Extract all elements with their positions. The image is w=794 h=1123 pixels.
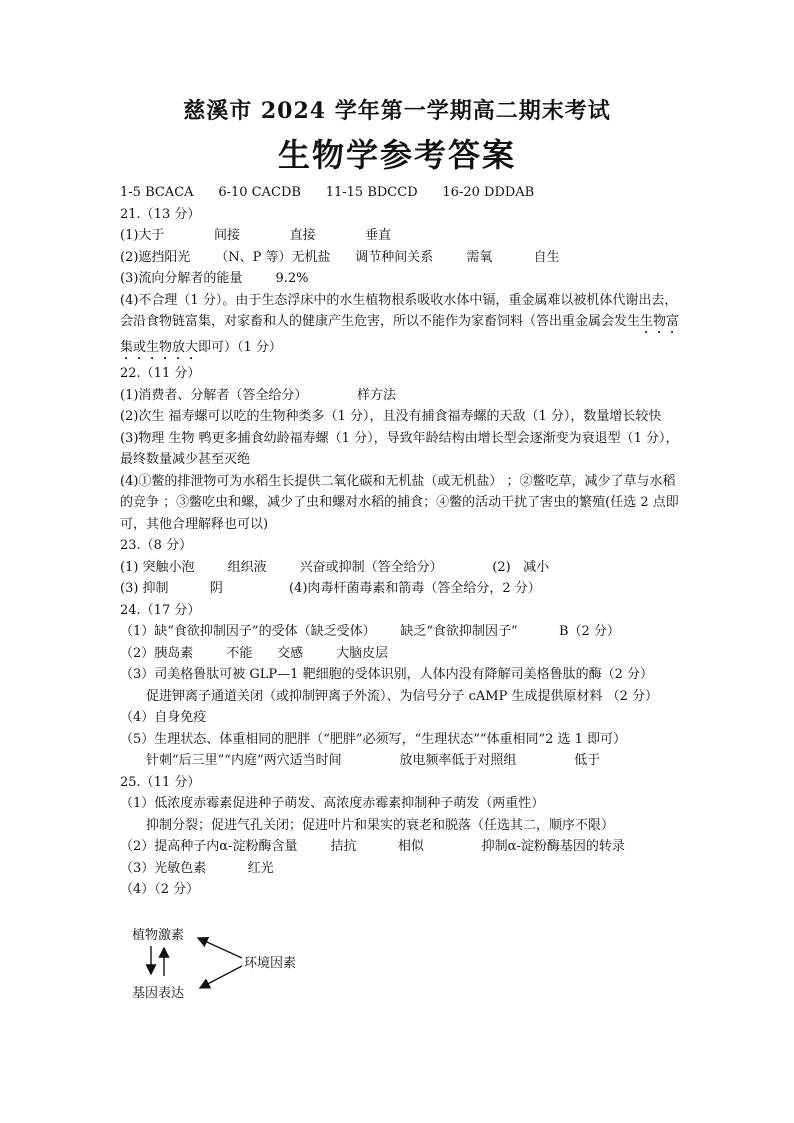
q21-answer-2: (2)遮挡阳光 （N、P 等）无机盐 调节种间关系 需氧 自生 xyxy=(120,249,560,265)
label-gene-expression: 基因表达 xyxy=(132,986,185,1001)
q24-heading: 24.（17 分） xyxy=(120,602,201,618)
q24-answer-5b: 针刺“后三里”“内庭”两穴适当时间 放电频率低于对照组 低于 xyxy=(146,753,601,768)
q25-answer-2: （2）提高种子内α-淀粉酶含量 拮抗 相似 抑制α-淀粉酶基因的转录 xyxy=(120,839,625,854)
q24-answer-3: （3）司美格鲁肽可被 GLP—1 靶细胞的受体识别，人体内没有降解司美格鲁肽的酶（2 分） xyxy=(120,667,653,682)
q23-answer-2: (3) 抑制 阴 (4)肉毒杆菌毒素和箭毒（答全给分，2 分） xyxy=(120,581,541,596)
q22-answer-1: (1)消费者、分解者（答全给分） 样方法 xyxy=(120,387,397,403)
q24-answer-5: （5）生理状态、体重相同的肥胖（“肥胖”必须写，“生理状态”“体重相同”2 选 1 即可） xyxy=(120,731,627,747)
q24-answer-2: （2）胰岛素 不能 交感 大脑皮层 xyxy=(120,645,389,661)
q25-heading: 25.（11 分） xyxy=(120,774,201,790)
q24-answer-1: （1）缺“食欲抑制因子”的受体（缺乏受体） 缺乏“食欲抑制因子” B（2 分） xyxy=(120,624,620,639)
label-plant-hormone: 植物激素 xyxy=(132,928,185,943)
q21-answer-1: (1)大于 间接 直接 垂直 xyxy=(120,228,392,243)
q25-answer-4: （4）（2 分） xyxy=(120,882,200,897)
q21-heading: 21.（13 分） xyxy=(120,206,201,222)
q24-answer-4: （4）自身免疫 xyxy=(120,710,207,725)
q22-answer-4: (4)①鳖的排泄物可为水稻生长提供二氧化碳和无机盐（或无机盐） ；②鳖吃草，减少了草与水稻的竞争 ；③鳖吃虫和螺，减少了虫和螺对水稻的捕食；④鳖的活动干扰了害虫的繁殖(任选 2 点即可，其他合理解释也可以) xyxy=(120,473,679,532)
answer-title: 生物学参考答案 xyxy=(277,136,516,174)
q21-answer-4 xyxy=(120,290,680,364)
q24-answer-3b: 促进钾离子通道关闭（或抑制钾离子外流）、为信号分子 cAMP 生成提供原材料 （2 分） xyxy=(146,688,659,704)
q22-answer-2: (2)次生 福寿螺可以吃的生物种类多（1 分），且没有捕食福寿螺的天敌（1 分），数量增长较快 xyxy=(120,409,662,424)
q21-answer-3: (3)流向分解者的能量 9.2% xyxy=(120,271,309,286)
q25-answer-1: （1）低浓度赤霉素促进种子萌发、高浓度赤霉素抑制种子萌发（两重性） xyxy=(120,796,545,811)
q25-answer-1b: 抑制分裂；促进气孔关闭；促进叶片和果实的衰老和脱落（任选其二，顺序不限） xyxy=(146,817,615,833)
exam-title: 慈溪市 2024 学年第一学期高二期末考试 xyxy=(183,98,611,124)
q23-heading: 23.（8 分） xyxy=(120,538,193,553)
multiple-choice-answers: 1-5 BCACA 6-10 CACDB 11-15 BDCCD 16-20 DDDAB xyxy=(120,185,535,200)
arrow-environment-to-hormone xyxy=(198,938,242,958)
answer-content xyxy=(120,182,680,901)
hormone-gene-environment-diagram xyxy=(120,922,380,1012)
label-environment: 环境因素 xyxy=(244,956,297,971)
q21-answer-4-emphasis: 生物富集或生物放大 xyxy=(120,314,680,355)
q22-heading: 22.（11 分） xyxy=(120,366,201,381)
q21-answer-4-end: 即可）（1 分） xyxy=(198,340,282,355)
q25-answer-3: （3）光敏色素 红光 xyxy=(120,860,274,876)
q22-answer-3: (3)物理 生物 鸭更多捕食幼龄福寿螺（1 分），导致年龄结构由增长型会逐渐变为衰退型（1 分），最终数量减少甚至灭绝 xyxy=(120,430,679,467)
arrow-environment-to-gene xyxy=(200,966,242,988)
q21-answer-4-text: (4)不合理（1 分）。由于生态浮床中的水生植物根系吸收水体中镉，重金属难以被机体代谢出去，会沿食物链富集，对家畜和人的健康产生危害，所以不能作为家畜饲料（答出重金属会发生 xyxy=(120,292,678,329)
q23-answer-1: (1) 突触小泡 组织液 兴奋或抑制（答全给分） (2) 减小 xyxy=(120,559,550,575)
